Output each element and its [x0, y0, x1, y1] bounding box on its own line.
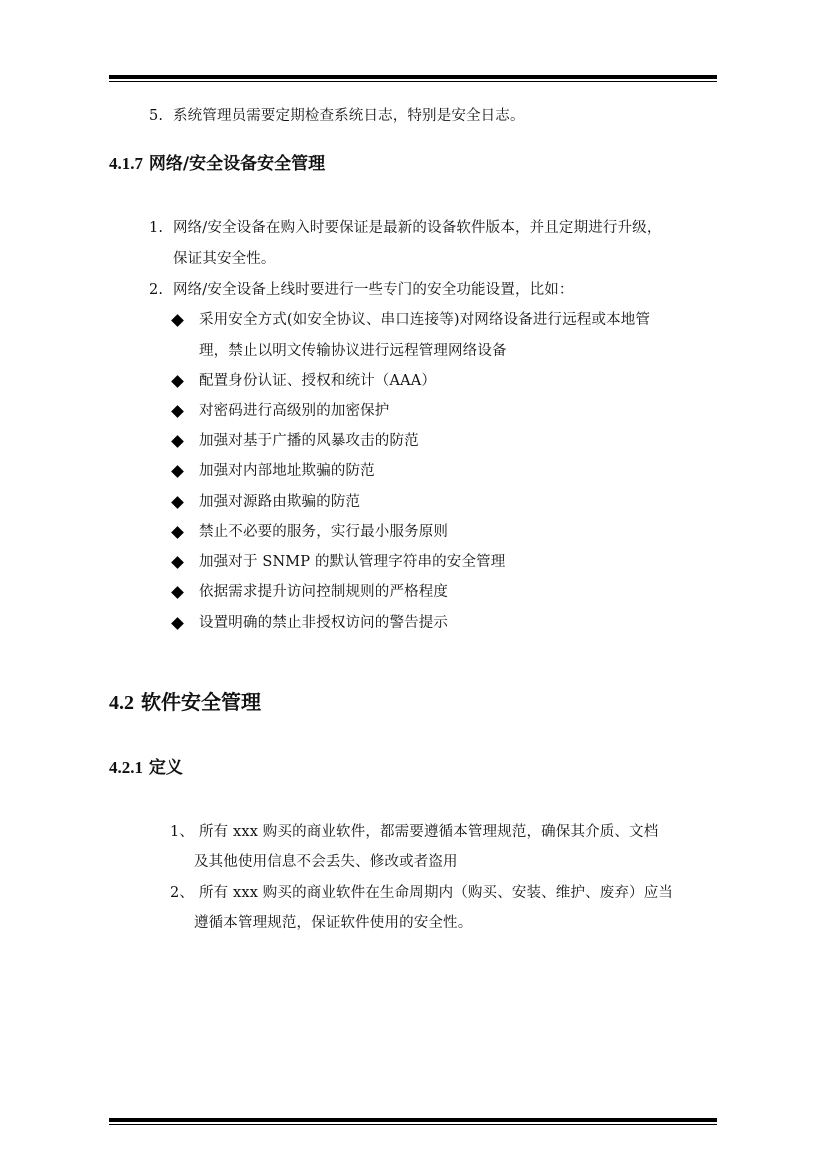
list-marker: 2.	[149, 282, 164, 298]
header-rule	[109, 75, 717, 82]
bullet-diamond-icon	[171, 405, 184, 418]
bullet-item-line: 配置身份认证、授权和统计（AAA）	[199, 373, 436, 389]
section-number: 4.2	[109, 692, 134, 714]
bullet-item-line: 加强对基于广播的风暴攻击的防范	[199, 433, 419, 449]
section-title: 定义	[148, 758, 183, 778]
bullet-diamond-icon	[171, 556, 184, 569]
section-number: 4.1.7	[109, 154, 143, 173]
list-marker: 5.	[149, 108, 164, 124]
footer-rule	[109, 1118, 717, 1125]
bullet-diamond-icon	[171, 617, 184, 630]
bullet-item-line: 理，禁止以明文传输协议进行远程管理网络设备	[199, 343, 507, 359]
bullet-diamond-icon	[171, 375, 184, 388]
section-title: 软件安全管理	[140, 690, 261, 714]
list-item-line: 遵循本管理规范，保证软件使用的安全性。	[194, 915, 473, 931]
bullet-item-line: 禁止不必要的服务，实行最小服务原则	[199, 524, 449, 540]
bullet-diamond-icon	[171, 435, 184, 448]
bullet-item-line: 加强对源路由欺骗的防范	[199, 494, 361, 510]
section-number: 4.2.1	[109, 758, 143, 777]
list-marker: 1、	[170, 824, 195, 840]
list-marker: 2、	[170, 885, 195, 901]
section-heading-4-2	[109, 690, 261, 715]
bullet-item-line: 加强对于 SNMP 的默认管理字符串的安全管理	[199, 554, 506, 570]
section-title: 网络/安全设备安全管理	[148, 154, 326, 174]
section-heading-4-2-1	[109, 757, 183, 779]
bullet-diamond-icon	[171, 586, 184, 599]
bullet-diamond-icon	[171, 465, 184, 478]
section-heading-4-1-7	[109, 153, 325, 175]
list-item-line: 所有 xxx 购买的商业软件，都需要遵循本管理规范，确保其介质、文档	[199, 824, 659, 840]
list-marker: 1.	[149, 220, 164, 236]
bullet-diamond-icon	[171, 496, 184, 509]
list-item-text: 系统管理员需要定期检查系统日志，特别是安全日志。	[173, 108, 525, 124]
list-item-line: 保证其安全性。	[173, 251, 276, 267]
bullet-item-line: 对密码进行高级别的加密保护	[199, 403, 390, 419]
bullet-diamond-icon	[171, 526, 184, 539]
bullet-item-line: 设置明确的禁止非授权访问的警告提示	[199, 615, 449, 631]
list-item-line: 及其他使用信息不会丢失、修改或者盗用	[194, 854, 458, 870]
list-item-line: 网络/安全设备上线时要进行一些专门的安全功能设置，比如：	[173, 282, 574, 298]
bullet-item-line: 采用安全方式(如安全协议、串口连接等)对网络设备进行远程或本地管	[199, 312, 651, 328]
bullet-item-line: 依据需求提升访问控制规则的严格程度	[199, 584, 449, 600]
bullet-diamond-icon	[171, 314, 184, 327]
bullet-item-line: 加强对内部地址欺骗的防范	[199, 463, 375, 479]
list-item-line: 所有 xxx 购买的商业软件在生命周期内（购买、安装、维护、废弃）应当	[199, 885, 673, 901]
list-item-line: 网络/安全设备在购入时要保证是最新的设备软件版本，并且定期进行升级，	[173, 220, 662, 236]
